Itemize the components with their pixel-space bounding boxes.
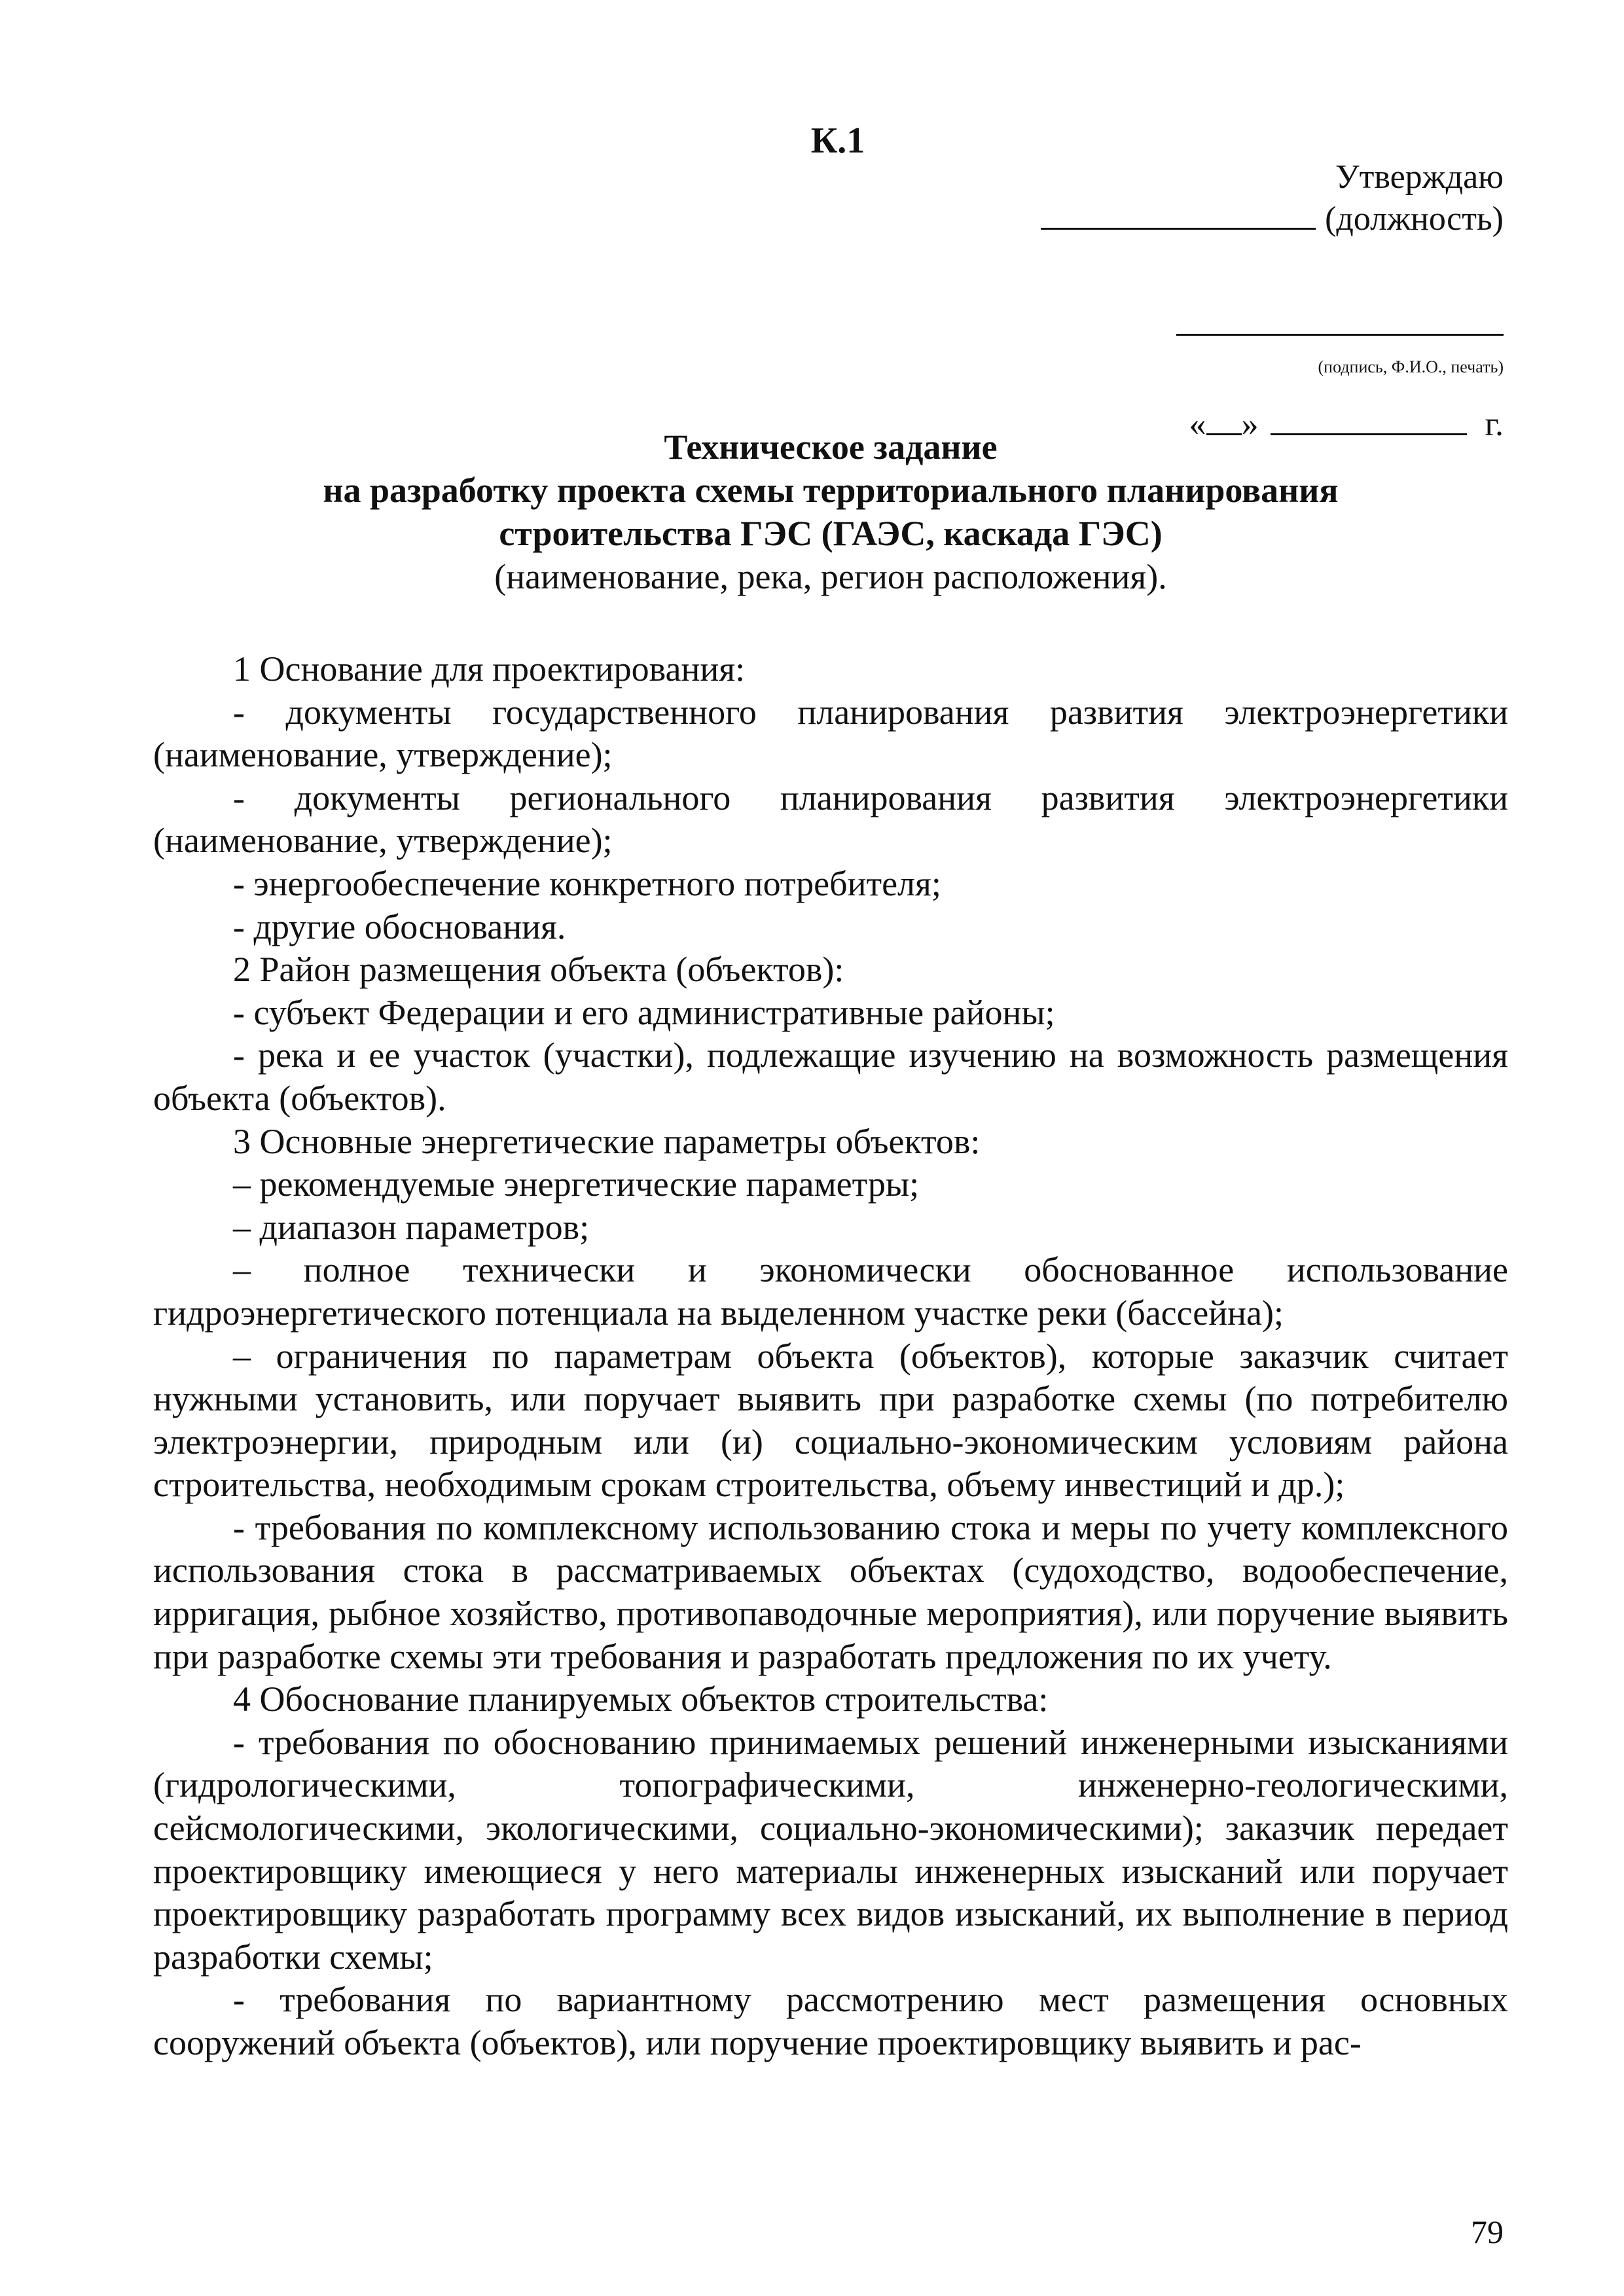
paragraph: – диапазон параметров; [233,1207,590,1247]
paragraph: - документы регионального планирования развития электроэнергетики (наименование, утверждение); [153,778,1508,861]
paragraph: 4 Обоснование планируемых объектов строительства: [233,1679,1049,1719]
signature-blank [1176,321,1504,336]
paragraph: - требования по вариантному рассмотрению мест размещения основных сооружений объекта (объектов), или поручение проектировщику выявить и рас- [153,1980,1508,2062]
page-number: 79 [1471,2214,1504,2250]
paragraph: – ограничения по параметрам объекта (объектов), которые заказчик считает нужными установить, или поручает выявить при разработке схемы (по потребителю электроэнергии, природным или (и) социально-экономическим условиям района строительства, необходимым срокам строительства, объему инвестиций и др.); [153,1336,1508,1505]
paragraph: - субъект Федерации и его административные районы; [233,992,1055,1032]
paragraph: 2 Район размещения объекта (объектов): [233,950,844,990]
body-text [153,648,1508,2065]
paragraph: - другие обоснования. [233,906,566,946]
appendix-label: К.1 [810,120,865,161]
approve-title: Утверждаю [1335,158,1504,196]
date-close-quote: » [1241,406,1259,443]
paragraph: - река и ее участок (участки), подлежащие изучению на возможность размещения объекта (объектов). [153,1035,1508,1118]
date-open-quote: « [1189,406,1206,443]
position-row [587,199,1504,240]
signature-caption: (подпись, Ф.И.О., печать) [1318,357,1504,376]
paragraph: – полное технически и экономически обоснованное использование гидроэнергетического потенциала на выделенном участке реки (бассейна); [153,1250,1508,1333]
paragraph: – рекомендуемые энергетические параметры; [233,1164,920,1204]
position-label: (должность) [1325,200,1504,238]
paragraph: - требования по комплексному использованию стока и меры по учету комплексного использования стока в рассматриваемых объектах (судоходство, водообеспечение, ирригация, рыбное хозяйство, противопаводочные мероприятия), или поручение выявить при разработке схемы эти требования и разработать предложения по их учету. [153,1507,1508,1676]
approval-block [587,157,1504,445]
position-blank [1041,199,1316,230]
paragraph: - документы государственного планирования развития электроэнергетики (наименование, утверждение); [153,692,1508,775]
title-line-1: Техническое задание [664,427,998,467]
title-line-4: (наименование, река, регион расположения). [494,557,1167,596]
title-line-2: на разработку проекта схемы территориального планирования [323,471,1339,510]
year-suffix: г. [1485,406,1504,443]
paragraph: - энергообеспечение конкретного потребителя; [233,863,941,903]
paragraph: - требования по обоснованию принимаемых решений инженерными изысканиями (гидрологическими, топографическими, инженерно-геологическими, сейсмологическими, экологическими, социально-экономическими); заказчик передает проектировщику имеющиеся у него материалы инженерных изысканий или поручает проектировщику разработать программу всех видов изысканий, их выполнение в период разработки схемы; [153,1722,1508,1977]
paragraph: 1 Основание для проектирования: [233,649,746,689]
paragraph: 3 Основные энергетические параметры объектов: [233,1121,981,1161]
signature-row [587,305,1504,346]
document-title [153,425,1508,598]
title-line-3: строительства ГЭС (ГАЭС, каскада ГЭС) [499,514,1163,553]
